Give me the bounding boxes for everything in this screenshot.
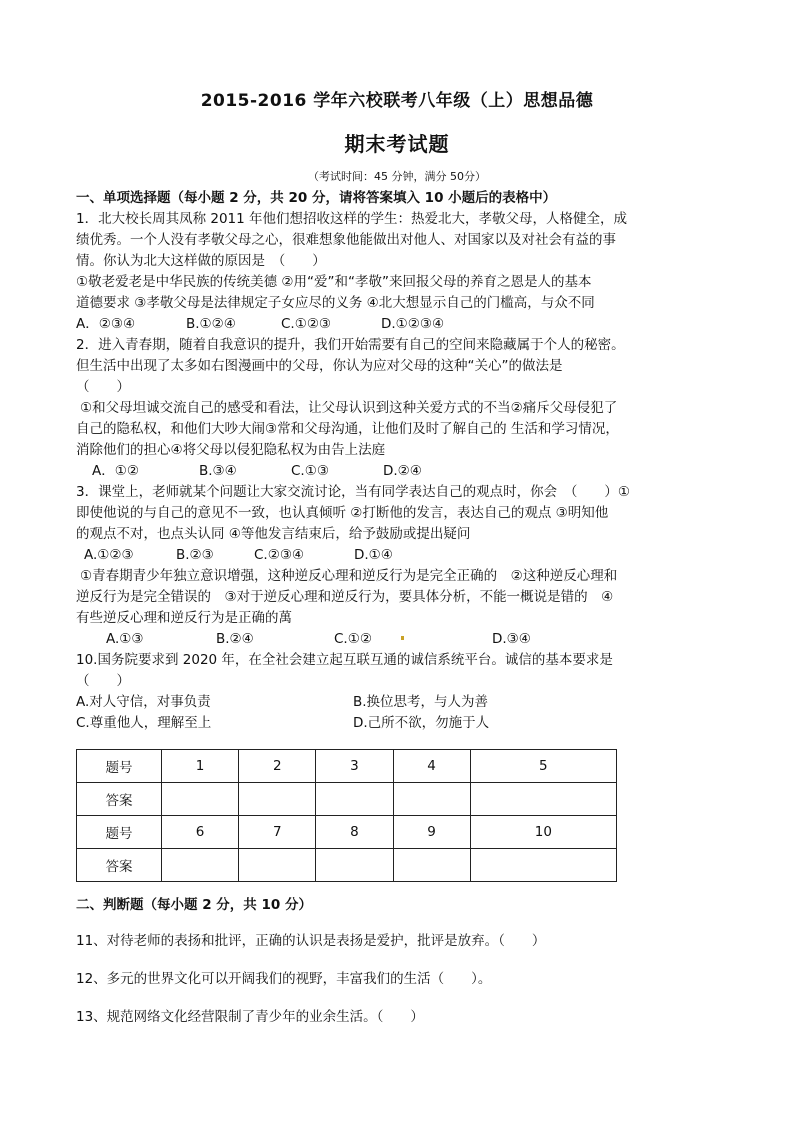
table-cell: 5 <box>470 750 616 783</box>
answer-cell[interactable] <box>239 849 316 882</box>
question-fragment <box>76 566 720 650</box>
table-cell: 4 <box>393 750 470 783</box>
question-line: 但生活中出现了太多如右图漫画中的父母，你认为应对父母的这种“关心”的做法是 <box>76 358 563 374</box>
answer-cell[interactable] <box>470 849 616 882</box>
section2-heading: 二、判断题（每小题 2 分，共 10 分） <box>76 897 312 913</box>
table-row <box>77 849 617 882</box>
option-d: D.②④ <box>383 463 422 479</box>
stray-mark <box>401 636 404 640</box>
question-line: 逆反行为是完全错误的 ③对于逆反心理和逆反行为，要具体分析，不能一概说是错的 ④ <box>76 589 614 605</box>
answer-cell[interactable] <box>316 849 393 882</box>
option-a: A．①② <box>92 463 139 479</box>
true-false-item: 12、多元的世界文化可以开阔我们的视野，丰富我们的生活（ ）。 <box>76 971 492 987</box>
table-cell: 6 <box>162 816 239 849</box>
answer-options <box>76 692 720 713</box>
row-label-number: 题号 <box>77 750 162 783</box>
answer-table <box>76 749 617 882</box>
answer-cell[interactable] <box>162 783 239 816</box>
true-false-item: 11、对待老师的表扬和批评，正确的认识是表扬是爱护，批评是放弃。（ ） <box>76 933 546 949</box>
section-true-false <box>76 893 720 1045</box>
answer-cell[interactable] <box>393 783 470 816</box>
option-c: C.②③④ <box>254 547 305 563</box>
question-10 <box>76 650 720 734</box>
exam-title: 2015-2016 学年六校联考八年级（上）思想品德 <box>200 91 594 111</box>
question-line: 10.国务院要求到 2020 年，在全社会建立起互联互通的诚信系统平台。诚信的基本要求是 <box>76 652 613 668</box>
true-false-item: 13、规范网络文化经营限制了青少年的业余生活。（ ） <box>76 1009 424 1025</box>
option-c: C.尊重他人，理解至上 <box>76 715 212 731</box>
option-d: D.③④ <box>492 631 531 647</box>
option-d: D.己所不欲，勿施于人 <box>353 715 490 731</box>
answer-options <box>76 461 720 482</box>
section1-heading: 一、单项选择题（每小题 2 分，共 20 分，请将答案填入 10 小题后的表格中） <box>76 190 557 206</box>
answer-cell[interactable] <box>316 783 393 816</box>
question-line: （ ） <box>76 379 130 395</box>
option-b: B.②④ <box>216 631 254 647</box>
option-b: B.换位思考，与人为善 <box>353 694 489 710</box>
question-2 <box>76 335 720 482</box>
exam-time-info: （考试时间：45 分钟，满分 50分） <box>308 170 486 183</box>
row-label-number: 题号 <box>77 816 162 849</box>
question-line: 的观点不对，也点头认同 ④等他发言结束后，给予鼓励或提出疑问 <box>76 526 471 542</box>
question-line: 情。你认为北大这样做的原因是 （ ） <box>76 253 326 269</box>
option-c: C.①②③ <box>281 316 332 332</box>
question-line: 道德要求 ③孝敬父母是法律规定子女应尽的义务 ④北大想显示自己的门槛高，与众不同 <box>76 295 595 311</box>
answer-options <box>76 629 720 650</box>
table-cell: 8 <box>316 816 393 849</box>
question-line: （ ） <box>76 673 130 689</box>
option-b: B.①②④ <box>186 316 236 332</box>
option-b: B.③④ <box>199 463 237 479</box>
question-3 <box>76 482 720 566</box>
option-d: D.①④ <box>354 547 393 563</box>
answer-options <box>76 545 720 566</box>
option-a: A.①②③ <box>84 547 134 563</box>
question-line: 有些逆反心理和逆反行为是正确的萬 <box>76 610 292 626</box>
answer-cell[interactable] <box>393 849 470 882</box>
option-b: B.②③ <box>176 547 214 563</box>
table-cell: 3 <box>316 750 393 783</box>
table-cell: 2 <box>239 750 316 783</box>
question-1 <box>76 209 720 335</box>
question-line: 1．北大校长周其凤称 2011 年他们想招收这样的学生：热爱北大，孝敬父母，人格健全，成 <box>76 211 628 227</box>
question-line: ①敬老爱老是中华民族的传统美德 ②用“爱”和“孝敬”来回报父母的养育之恩是人的基本 <box>76 274 592 290</box>
question-line: 自己的隐私权，和他们大吵大闹③常和父母沟通，让他们及时了解自己的 生活和学习情况， <box>76 421 619 437</box>
table-cell: 10 <box>470 816 616 849</box>
answer-cell[interactable] <box>470 783 616 816</box>
question-line: ①和父母坦诚交流自己的感受和看法，让父母认识到这种关爱方式的不当②痛斥父母侵犯了 <box>80 400 618 416</box>
option-a: A．②③④ <box>76 316 136 332</box>
answer-options <box>76 314 720 335</box>
option-a: A.①③ <box>106 631 144 647</box>
question-line: 消除他们的担心④将父母以侵犯隐私权为由告上法庭 <box>76 442 386 458</box>
table-row <box>77 783 617 816</box>
table-row <box>77 816 617 849</box>
table-cell: 9 <box>393 816 470 849</box>
table-cell: 1 <box>162 750 239 783</box>
option-a: A.对人守信，对事负责 <box>76 694 211 710</box>
answer-cell[interactable] <box>239 783 316 816</box>
table-row <box>77 750 617 783</box>
section-multiple-choice <box>76 188 720 734</box>
table-cell: 7 <box>239 816 316 849</box>
option-c: C.①② <box>334 631 372 647</box>
exam-subtitle: 期末考试题 <box>344 132 450 156</box>
answer-options <box>76 713 720 734</box>
option-c: C.①③ <box>291 463 329 479</box>
question-line: ①青春期青少年独立意识增强，这种逆反心理和逆反行为是完全正确的 ②这种逆反心理和 <box>80 568 618 584</box>
row-label-answer: 答案 <box>77 783 162 816</box>
question-line: 3．课堂上，老师就某个问题让大家交流讨论，当有同学表达自己的观点时，你会 （ ）① <box>76 484 630 500</box>
question-line: 2．进入青春期，随着自我意识的提升，我们开始需要有自己的空间来隐藏属于个人的秘密。 <box>76 337 625 353</box>
row-label-answer: 答案 <box>77 849 162 882</box>
question-line: 绩优秀。一个人没有孝敬父母之心，很难想象他能做出对他人、对国家以及对社会有益的事 <box>76 232 616 248</box>
option-d: D.①②③④ <box>381 316 445 332</box>
question-line: 即使他说的与自己的意见不一致，也认真倾听 ②打断他的发言，表达自己的观点 ③明知他 <box>76 505 609 521</box>
answer-cell[interactable] <box>162 849 239 882</box>
